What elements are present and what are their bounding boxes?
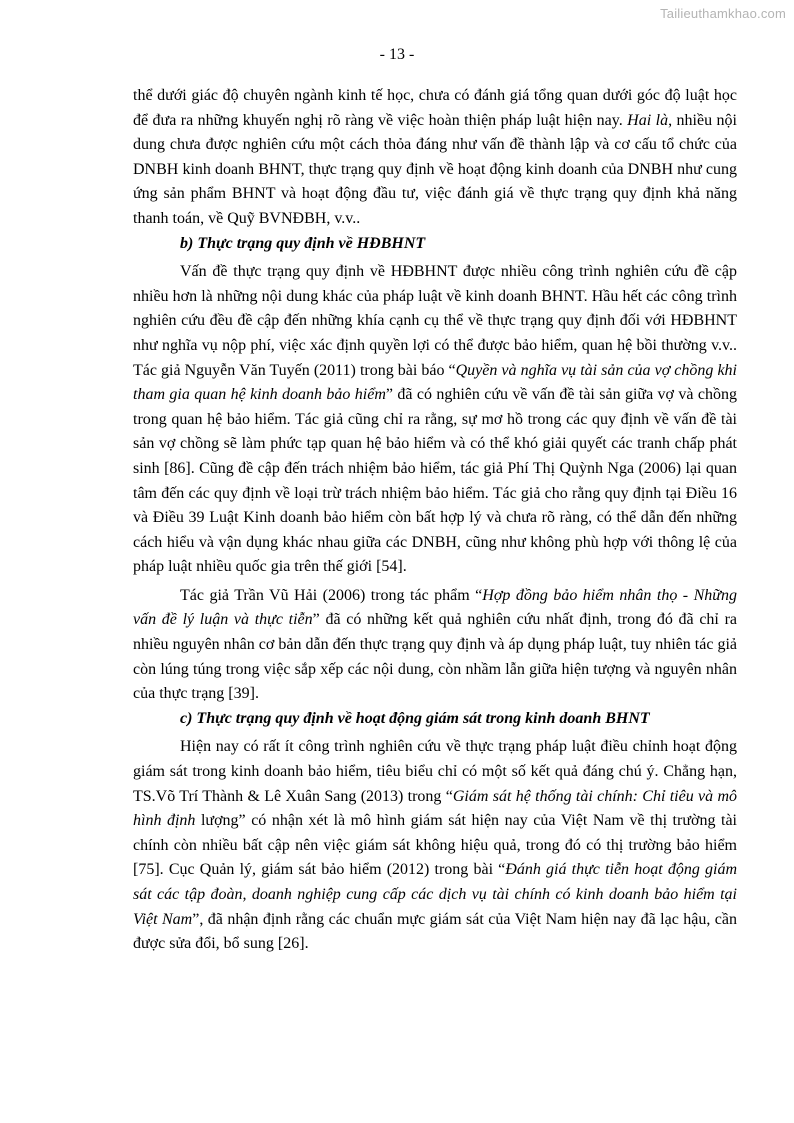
paragraph-2-cited-title: Quyền và nghĩa vụ tài sản của vợ chồng khi tham gia quan hệ kinh doanh bảo hiểm <box>133 361 738 404</box>
page-number: - 13 - <box>379 46 415 63</box>
document-body <box>133 84 737 957</box>
paragraph-4-text-a: Hiện nay có rất ít công trình nghiên cứu về thực trạng pháp luật điều chỉnh hoạt động giám sát trong kinh doanh bảo hiểm, tiêu biểu chỉ có một số kết quả đáng chú ý. Chẳng hạn, TS.Võ Trí Thành & Lê Xuân Sang (2013) trong “ <box>133 738 737 805</box>
paragraph-2-text-a: Vấn đề thực trạng quy định về HĐBHNT được nhiều công trình nghiên cứu đề cập nhiều hơn là những nội dung khác của pháp luật về kinh doanh BHNT. Hầu hết các công trình nghiên cứu đều đề cập đến những khía cạnh cụ thể về thực trạng quy định đối với HĐBHNT như nghĩa vụ nộp phí, việc xác định quyền lợi có thể được bảo hiểm, quan hệ bồi thường v.v.. Tác giả Nguyễn Văn Tuyến (2011) trong bài báo “ <box>133 263 737 379</box>
paragraph-4-text-c: lượng” có nhận xét là mô hình giám sát hiện nay của Việt Nam về thị trường tài chính còn nhiều bất cập nên việc giám sát không hiệu quả, trong đó có thị trường bảo hiểm [75]. Cục Quản lý, giám sát bảo hiểm (2012) trong bài “ <box>133 812 737 879</box>
paragraph-2-text-c: ” đã có nghiên cứu về vấn đề tài sản giữa vợ và chồng trong quan hệ bảo hiểm. Tác giả cũng chỉ ra rằng, sự mơ hồ trong các quy định về vấn đề tài sản vợ chồng sẽ làm phức tạp quan hệ bảo hiểm và có thể khó giải quyết các tranh chấp phát sinh [86]. Cũng đề cập đến trách nhiệm bảo hiểm, tác giả Phí Thị Quỳnh Nga (2006) lại quan tâm đến các quy định về loại trừ trách nhiệm bảo hiểm. Tác giả cho rằng quy định tại Điều 16 và Điều 39 Luật Kinh doanh bảo hiểm còn bất hợp lý và chưa rõ ràng, có thể dẫn đến những cách hiểu và vận dụng khác nhau giữa các DNBH, cũng như không phù hợp với thông lệ của pháp luật nhiều quốc gia trên thế giới [54]. <box>133 386 737 576</box>
section-heading-c: c) Thực trạng quy định về hoạt động giám sát trong kinh doanh BHNT <box>180 709 650 727</box>
paragraph-3-cited-title: Hợp đồng bảo hiểm nhân thọ - Những vấn đề lý luận và thực tiễn <box>133 586 737 629</box>
paragraph-4-text-e: ”, đã nhận định rằng các chuẩn mực giám sát của Việt Nam hiện nay đã lạc hậu, cần được sửa đổi, bổ sung [26]. <box>133 910 737 953</box>
section-heading-b: b) Thực trạng quy định về HĐBHNT <box>180 234 426 252</box>
paragraph-1-text-a: thể dưới giác độ chuyên ngành kinh tế học, chưa có đánh giá tổng quan dưới góc độ luật học để đưa ra những khuyến nghị rõ ràng về việc hoàn thiện pháp luật hiện nay. <box>133 87 737 129</box>
paragraph-4-cited-title-1: Giám sát hệ thống tài chính: Chỉ tiêu và mô hình định <box>133 787 738 830</box>
paragraph-1 <box>133 84 737 232</box>
paragraph-1-emphasis: Hai là <box>627 111 669 129</box>
paragraph-4 <box>133 735 737 956</box>
paragraph-2 <box>133 260 737 580</box>
paragraph-1-text-c: , nhiều nội dung chưa được nghiên cứu một cách thỏa đáng như vấn đề thành lập và cơ cấu tổ chức của DNBH kinh doanh BHNT, thực trạng quy định về hoạt động kinh doanh của DNBH như cung ứng sản phẩm BHNT và hoạt động đầu tư, việc đánh giá về thực trạng quy định khả năng thanh toán, về Quỹ BVNĐBH, v.v.. <box>133 111 737 227</box>
paragraph-4-cited-title-2: Đánh giá thực tiễn hoạt động giám sát các tập đoàn, doanh nghiệp cung cấp các dịch vụ tài chính có kinh doanh bảo hiểm tại Việt Nam <box>133 861 738 928</box>
paragraph-3 <box>133 584 737 707</box>
paragraph-3-text-a: Tác giả Trần Vũ Hải (2006) trong tác phẩm “ <box>180 586 483 604</box>
watermark: Tailieuthamkhao.com <box>660 6 786 21</box>
paragraph-3-text-c: ” đã có những kết quả nghiên cứu nhất định, trong đó đã chỉ ra nhiều nguyên nhân cơ bản dẫn đến thực trạng quy định và áp dụng pháp luật, tuy nhiên tác giả còn lúng túng trong việc sắp xếp các nội dung, còn nhầm lẫn giữa hiện tượng và nguyên nhân của thực trạng [39]. <box>133 611 737 703</box>
